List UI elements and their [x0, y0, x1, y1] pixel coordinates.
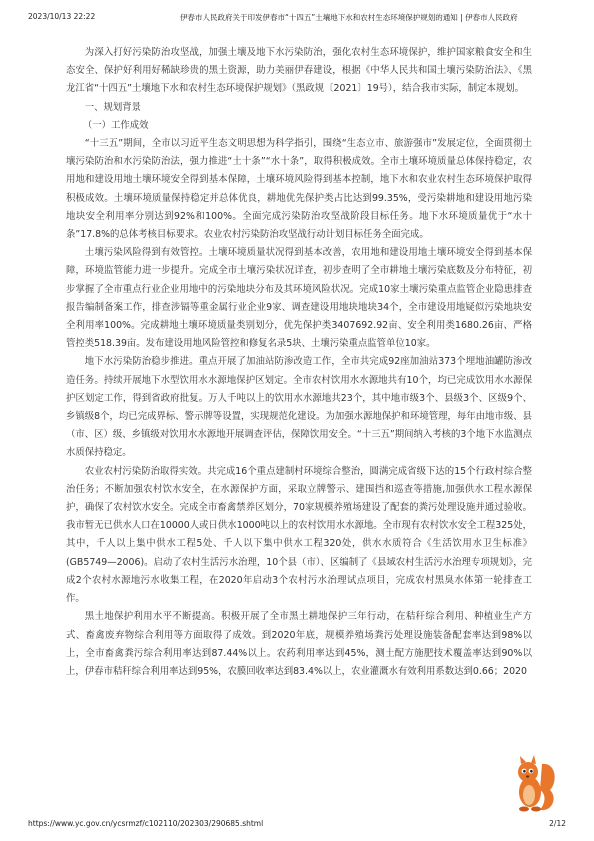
achievement-paragraph: “十三五”期间，全市以习近平生态文明思想为科学指引，围绕“生态立市、旅游强市”发展定位，全面贯彻土壤污染防治和水污染防治法，强力推进“土十条”“水十条”，取得积极成效。全市土壤环境质量总体保持稳定，农用地和建设用地土壤环境安全得到基本保障，土壤环境风险得到基本控制，地下水和农业农村生态环境保护取得积极成效。土壤环境质量保持稳定并总体优良，耕地优先保护类占比达到99.35%，受污染耕地和建设用地污染地块安全利用率分别达到92%和100%。全面完成污染防治攻坚战阶段目标任务。地下水环境质量优于“水十条”17.8%的总体考核目标要求。农业农村污染防治攻坚战行动计划目标任务全面完成。 [66, 138, 532, 241]
article-body [66, 44, 532, 681]
blacksoil-paragraph: 黑土地保护利用水平不断提高。积极开展了全市黑土耕地保护三年行动，在秸秆综合利用、种植业生产方式、畜禽废弃物综合利用等方面取得了成效。到2020年底，规模养殖场粪污处理设施装备配套率达到98%以上，全市畜禽粪污综合利用率达到87.44%以上。农药利用率达到45%，测土配方施肥技术覆盖率达到90%以上，伊春市秸秆综合利用率达到95%，农膜回收率达到83.4%以上，农业灌溉水有效利用系数达到0.66；2020 [66, 611, 532, 677]
intro-paragraph: 为深入打好污染防治攻坚战，加强土壤及地下水污染防治，强化农村生态环境保护，维护国家粮食安全和生态安全、保护好利用好稀缺珍贵的黑土资源，助力美丽伊春建设，根据《中华人民共和国土壤污染防治法》、《黑龙江省“十四五”土壤地下水和农村生态环境保护规划》（黑政规〔2021〕19号），结合我市实际，制定本规划。 [66, 47, 532, 95]
print-datetime: 2023/10/13 22:22 [28, 12, 96, 21]
groundwater-paragraph: 地下水污染防治稳步推进。重点开展了加油站防渗改造工作，全市共完成92座加油站373个埋地油罐防渗改造任务。持续开展地下水型饮用水水源地保护区划定。全市农村饮用水水源地共有10个，均已完成饮用水水源保护区划定工作，得到省政府批复。万人千吨以上的饮用水水源地共23个，其中地市级3个、县级3个、区级9个、乡镇级8个，均已完成界标、警示牌等设置，实现规范化建设。为加强水源地保护和环境管理，每年由地市级、县（市、区）级、乡镇级对饮用水水源地开展调查评估，保障饮用安全。“十三五”期间纳入考核的3个地下水监测点水质保持稳定。 [66, 356, 532, 459]
print-header [28, 12, 566, 24]
soil-paragraph: 土壤污染风险得到有效管控。土壤环境质量状况得到基本改善，农用地和建设用地土壤环境安全得到基本保障，环境监管能力进一步提升。完成全市土壤污染状况详查，初步查明了全市耕地土壤污染底数及分布特征，初步掌握了全市重点行业企业用地中的污染地块分布及其环境风险状况。完成10家土壤污染重点监管企业隐患排查报告编制备案工作，排查涉镉等重金属行业企业9家、调查建设用地块地块34个，全市建设用地疑似污染地块安全利用率100%。完成耕地土壤环境质量类别划分，优先保护类3407692.92亩、安全利用类1680.26亩、严格管控类518.39亩。发布建设用地风险管控和修复名录5块、土壤污染重点监管单位10家。 [66, 247, 532, 350]
rural-paragraph: 农业农村污染防治取得实效。共完成16个重点建制村环境综合整治，圆满完成省级下达的15个行政村综合整治任务；不断加强农村饮水安全，在水源保护方面，采取立牌警示、建围挡和巡查等措施,加强供水工程水源保护，确保了农村饮水安全。完成全市畜禽禁养区划分，70家规模养殖场建设了配套的粪污处理设施并通过验收。我市暂无已供水人口在10000人或日供水1000吨以上的农村饮用水水源地。全市现有农村饮水安全工程325处，其中，千人以上集中供水工程5处、千人以下集中供水工程320处，供水水质符合《生活饮用水卫生标准》(GB5749—2006)。启动了农村生活污水治理，10个县（市）、区编制了《县域农村生活污水治理专项规划》，完成2个农村水源地污水收集工程，在2020年启动3个农村污水治理试点项目，完成农村黑臭水体第一轮排查工作。 [66, 465, 532, 605]
print-page-title: 伊春市人民政府关于印发伊春市“十四五”土壤地下水和农村生态环境保护规划的通知 | 伊春市人民政府 [180, 13, 518, 22]
print-footer [28, 819, 566, 831]
page-url: https://www.yc.gov.cn/ycsrmzf/c102110/202303/290685.shtml [28, 819, 264, 828]
page-number: 2/12 [549, 819, 566, 828]
section-heading: 一、规划背景 [84, 101, 142, 113]
subsection-heading: （一）工作成效 [82, 119, 149, 131]
squirrel-mascot-icon [512, 754, 558, 814]
